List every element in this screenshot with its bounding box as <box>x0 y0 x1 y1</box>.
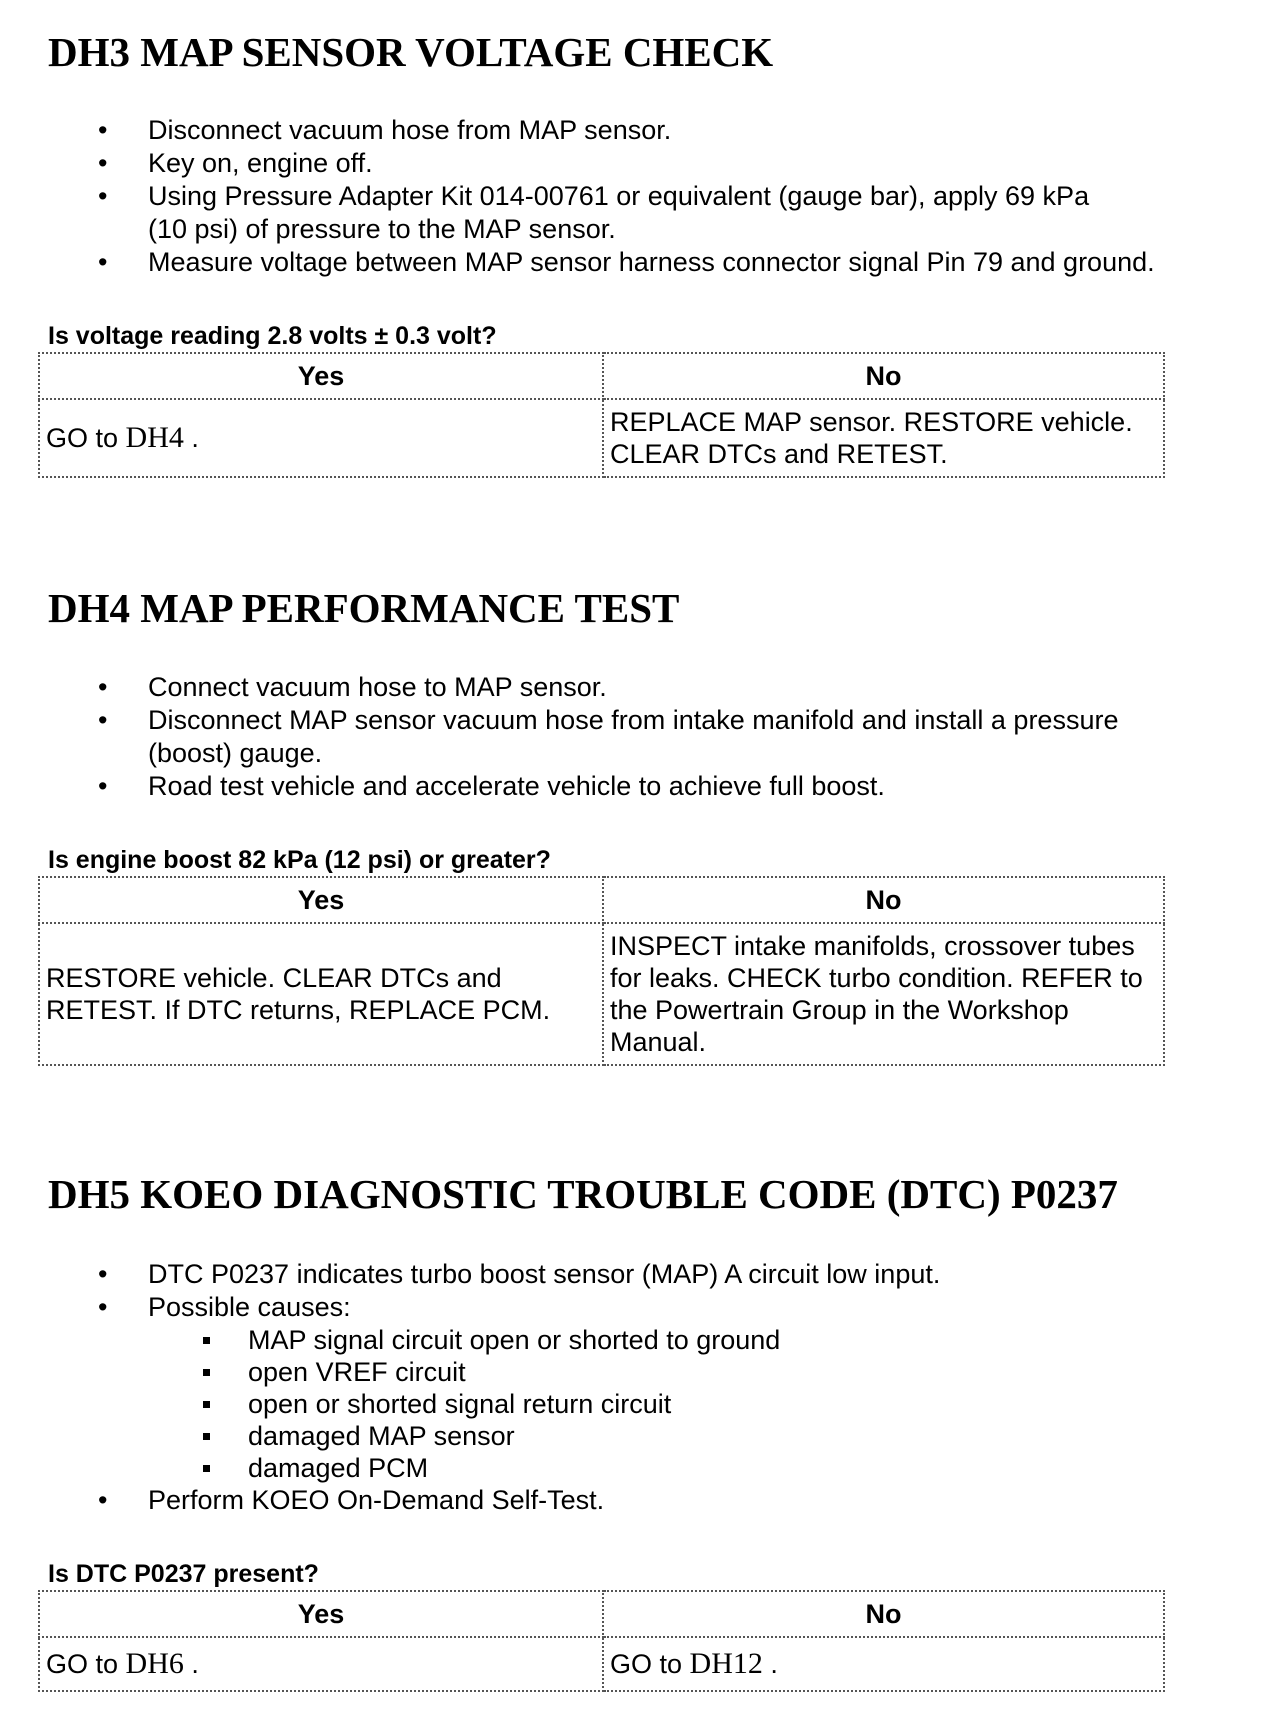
no-prefix: GO to <box>610 1649 690 1679</box>
cause-item: open or shorted signal return circuit <box>0 1388 1260 1420</box>
goto-link-dh4[interactable]: DH4 <box>125 421 184 454</box>
step-item: • Key on, engine off. <box>0 147 1280 180</box>
question-dh3: Is voltage reading 2.8 volts ± 0.3 volt? <box>48 322 497 350</box>
section-heading-dh3: DH3 MAP SENSOR VOLTAGE CHECK <box>48 29 774 75</box>
cause-item: open VREF circuit <box>0 1356 1260 1388</box>
cause-item: damaged PCM <box>0 1452 1260 1484</box>
step-item: • Perform KOEO On-Demand Self-Test. <box>0 1484 1280 1517</box>
no-header: No <box>603 1591 1164 1637</box>
no-header: No <box>603 877 1164 923</box>
question-dh4: Is engine boost 82 kPa (12 psi) or greater? <box>48 846 551 874</box>
yes-header: Yes <box>39 353 603 399</box>
step-item: • Road test vehicle and accelerate vehicle to achieve full boost. <box>0 770 1280 803</box>
step-list-dh3 <box>0 114 1280 279</box>
step-item: • Disconnect vacuum hose from MAP sensor. <box>0 114 1280 147</box>
yes-cell: RESTORE vehicle. CLEAR DTCs and RETEST. If DTC returns, REPLACE PCM. <box>39 923 603 1065</box>
no-header: No <box>603 353 1164 399</box>
answer-table-dh5 <box>38 1590 1165 1692</box>
step-list-dh5 <box>0 1258 1280 1517</box>
cause-item: damaged MAP sensor <box>0 1420 1260 1452</box>
yes-cell <box>39 399 603 477</box>
no-cell: REPLACE MAP sensor. RESTORE vehicle. CLEAR DTCs and RETEST. <box>603 399 1164 477</box>
step-item: • Connect vacuum hose to MAP sensor. <box>0 671 1280 704</box>
step-item: • Using Pressure Adapter Kit 014-00761 or equivalent (gauge bar), apply 69 kPa (10 psi) of pressure to the MAP sensor. <box>0 180 1280 246</box>
possible-causes-label: Possible causes: <box>148 1292 351 1322</box>
no-cell: INSPECT intake manifolds, crossover tubes for leaks. CHECK turbo condition. REFER to the Powertrain Group in the Workshop Manual. <box>603 923 1164 1065</box>
yes-prefix: GO to <box>46 1649 126 1679</box>
yes-suffix: . <box>183 423 199 453</box>
section-heading-dh4: DH4 MAP PERFORMANCE TEST <box>48 585 680 631</box>
step-item: • Disconnect MAP sensor vacuum hose from intake manifold and install a pressure (boost) gauge. <box>0 704 1280 770</box>
cause-item: MAP signal circuit open or shorted to ground <box>0 1324 1260 1356</box>
yes-prefix: GO to <box>46 423 126 453</box>
step-item: • Measure voltage between MAP sensor harness connector signal Pin 79 and ground. <box>0 246 1280 279</box>
step-list-dh4 <box>0 671 1280 803</box>
no-suffix: . <box>762 1649 778 1679</box>
answer-table-dh3 <box>38 352 1165 478</box>
cause-list <box>148 1324 1260 1484</box>
section-heading-dh5: DH5 KOEO DIAGNOSTIC TROUBLE CODE (DTC) P0237 <box>48 1171 1118 1217</box>
step-item <box>0 1291 1280 1484</box>
yes-suffix: . <box>183 1649 199 1679</box>
question-dh5: Is DTC P0237 present? <box>48 1560 319 1588</box>
no-cell <box>603 1637 1164 1691</box>
answer-table-dh4 <box>38 876 1165 1066</box>
yes-header: Yes <box>39 1591 603 1637</box>
yes-header: Yes <box>39 877 603 923</box>
yes-cell <box>39 1637 603 1691</box>
step-item: • DTC P0237 indicates turbo boost sensor (MAP) A circuit low input. <box>0 1258 1280 1291</box>
goto-link-dh6[interactable]: DH6 <box>125 1647 184 1680</box>
goto-link-dh12[interactable]: DH12 <box>689 1647 763 1680</box>
